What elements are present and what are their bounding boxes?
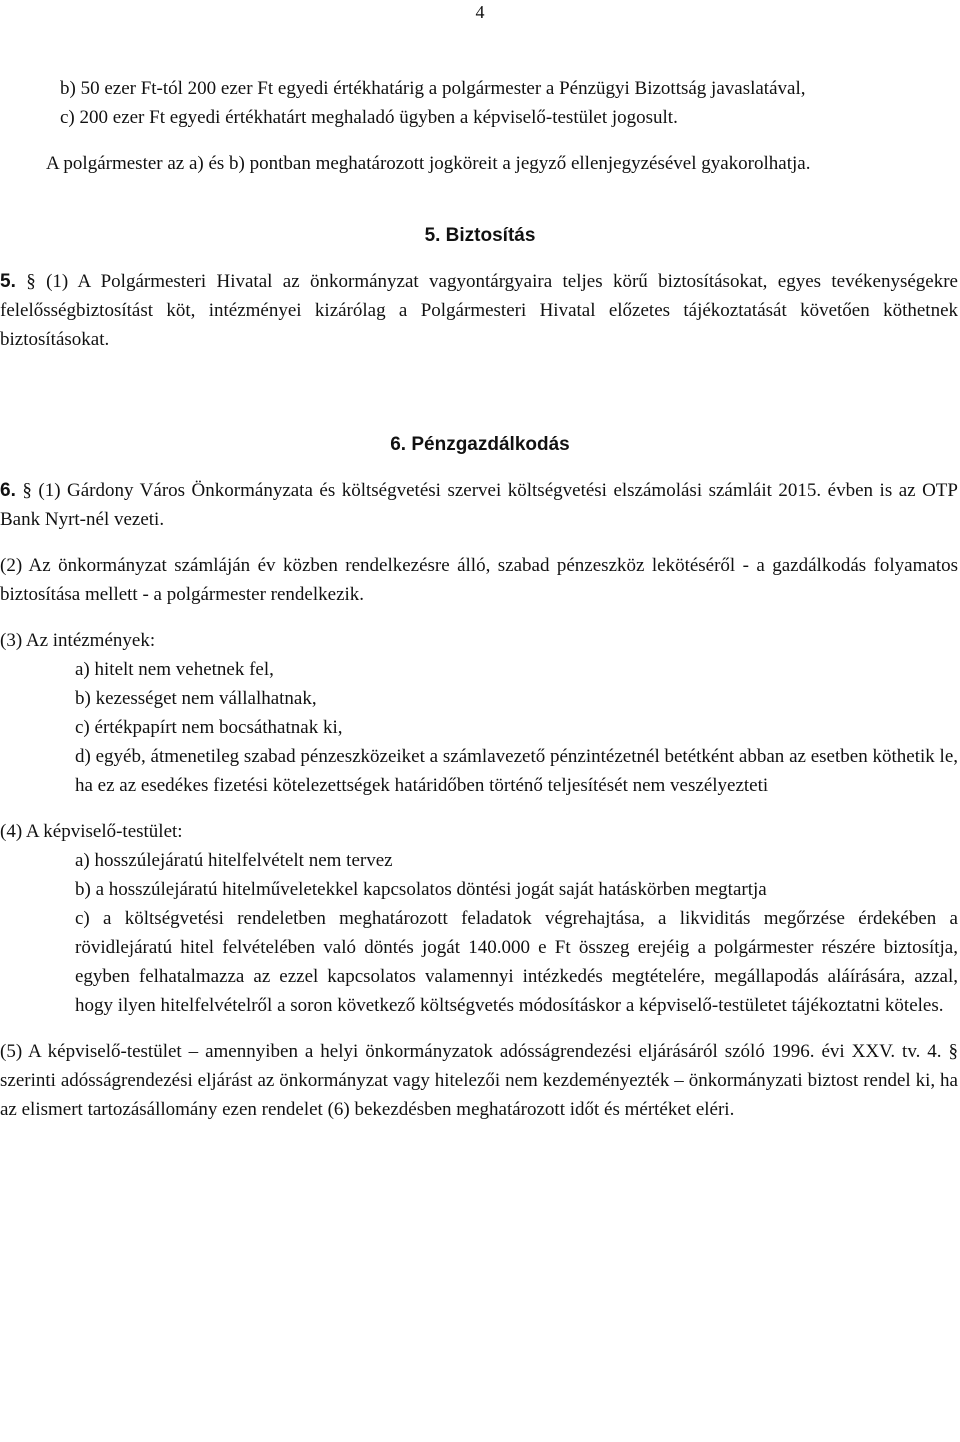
section-6-paragraph-5: (5) A képviselő-testület – amennyiben a helyi önkormányzatok adósságrendezési eljárásáról szóló 1996. évi XXV. tv. 4. § szerinti adósságrendezési eljárást az önkormányzat vagy hitelezői nem kezdeményezték – önkormányzati biztost rendel ki, ha az elismert tartozásállomány ezen rendelet (6) bekezdésben meghatározott időt és mértéket eléri. [0, 1041, 958, 1120]
list-item: c) a költségvetési rendeletben meghatározott feladatok végrehajtása, a likviditás megőrzése érdekében a rövidlejáratú hitel felvételében való döntés jogát 140.000 e Ft összeg erejéig a polgármester részére biztosítja, egyben felhatalmazza az ezzel kapcsolatos valamennyi intézkedés megtételére, megállapodás aláírására, azzal, hogy ilyen hitelfelvételről a soron következő költségvetés módosításkor a képviselő-testületet tájékoztatni köteles. [75, 908, 958, 1016]
list-item: b) a hosszúlejáratú hitelműveletekkel kapcsolatos döntési jogát saját hatáskörben megtartja [75, 879, 767, 900]
section-5-heading: 5. Biztosítás [424, 225, 536, 246]
clause-b: b) 50 ezer Ft-tól 200 ezer Ft egyedi értékhatárig a polgármester a Pénzügyi Bizottság javaslatával, [60, 78, 806, 99]
section-6-heading: 6. Pénzgazdálkodás [390, 434, 570, 455]
section-5-text: § (1) A Polgármesteri Hivatal az önkormányzat vagyontárgyaira teljes körű biztosításokat, egyes tevékenységekre felelősségbiztosítást köt, intézményei kizárólag a Polgármesteri Hivatal előzetes tájékoztatását követően köthetnek biztosításokat. [0, 271, 958, 350]
section-6-paragraph-1 [0, 476, 960, 534]
mayor-countersign-paragraph: A polgármester az a) és b) pontban meghatározott jogköreit a jegyző ellenjegyzésével gyakorolhatja. [46, 153, 811, 174]
document-body [0, 74, 960, 1124]
section-6-paragraph-4-title: (4) A képviselő-testület: [0, 821, 183, 842]
section-6-number: 6. [0, 480, 16, 501]
section-6-paragraph-2: (2) Az önkormányzat számláján év közben rendelkezésre álló, szabad pénzeszköz lekötéséről - a gazdálkodás folyamatos biztosítása mellett - a polgármester rendelkezik. [0, 555, 958, 605]
list-item: a) hitelt nem vehetnek fel, [75, 659, 274, 680]
list-item: d) egyéb, átmenetileg szabad pénzeszközeiket a számlavezető pénzintézetnél betétként abban az esetben köthetik le, ha ez az esedékes fizetési kötelezettségek határidőben történő teljesítését nem veszélyezteti [75, 746, 958, 796]
section-6-paragraph-3-title: (3) Az intézmények: [0, 630, 156, 651]
page-number: 4 [475, 2, 485, 22]
section-5-paragraph [0, 267, 960, 354]
list-item: a) hosszúlejáratú hitelfelvételt nem tervez [75, 850, 393, 871]
section-6-para-1-text: § (1) Gárdony Város Önkormányzata és költségvetési szervei költségvetési elszámolási számláit 2015. évben is az OTP Bank Nyrt-nél vezeti. [0, 480, 958, 530]
list-item: b) kezességet nem vállalhatnak, [75, 688, 317, 709]
clause-c: c) 200 ezer Ft egyedi értékhatárt meghaladó ügyben a képviselő-testület jogosult. [60, 107, 678, 128]
section-5-number: 5. [0, 271, 16, 292]
list-item: c) értékpapírt nem bocsáthatnak ki, [75, 717, 343, 738]
